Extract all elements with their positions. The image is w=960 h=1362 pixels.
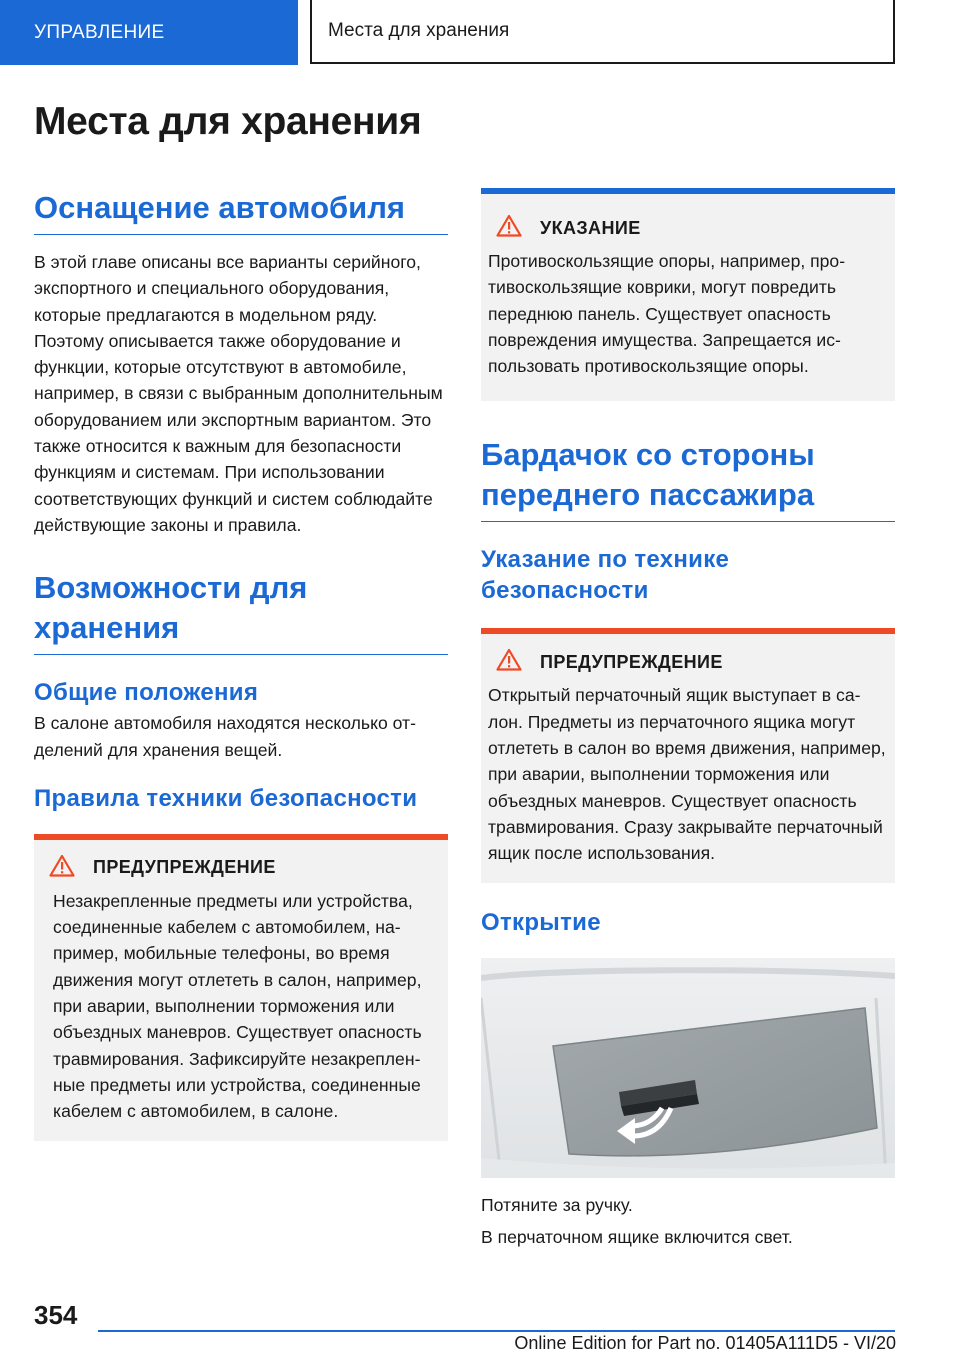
storage-options-heading: Возможности для хранения [34,568,448,655]
equipment-text: В этой главе описаны все варианты серийного, экспортного и специального оборудования, которые предлагаются в модельном ряду. Поэтому описывается также оборудование и функции, которые отсутствуют в автомобиле, например, в связи с выбранным дополнительным оборудованием или экспортным вариантом. Это также относится к важным для безопасности функциям и системам. При использовании соответствующих функций и систем соблюдайте действующие законы и правила. [34,252,443,535]
opening-heading: Открытие [481,908,601,936]
warning-box [34,834,448,1141]
note-label: УКАЗАНИЕ [540,217,641,238]
warning-triangle-icon [496,648,522,676]
general-text: В салоне автомобиля находятся несколько отделений для хранения вещей. [34,713,416,760]
note-triangle-icon [496,214,522,242]
section-breadcrumb: Места для хранения [310,0,895,64]
page-number: 354 [34,1300,78,1330]
footer-rule [98,1330,895,1332]
note-box [481,188,895,401]
opening-step-2: В перчаточном ящике включится свет. [481,1226,793,1247]
chapter-tab[interactable]: УПРАВЛЕНИЕ [0,0,298,65]
warning-label: ПРЕДУПРЕЖДЕНИЕ [93,857,276,878]
edition-info: Online Edition for Part no. 01405A111D5 - VI/20 [514,1333,896,1353]
equipment-heading: Оснащение автомобиля [34,188,448,235]
safety-note-heading: Указание по технике безопасности [481,546,730,605]
glovebox-warning-box [481,628,895,882]
glovebox-photo [481,958,895,1178]
warning-text: Незакрепленные предметы или устройства, соединенные кабелем с автомобилем, например, мобильные телефоны, во время движения могут отлететь в салон, например, при аварии, выполнении торможения или объездных маневров. Существует опасность травмирования. Зафиксируйте незакрепленные предметы или устройства, соединенные кабелем с автомобилем, в салоне. [53,890,422,1122]
page-title: Места для хранения [34,100,422,143]
glovebox-warning-label: ПРЕДУПРЕЖДЕНИЕ [540,651,723,672]
note-text: Противоскользящие опоры, например, противоскользящие коврики, могут повредить переднюю панель. Существует опасность повреждения имущества. Запрещается использовать противоскользящие опоры. [488,251,846,377]
opening-step-1: Потяните за ручку. [481,1194,633,1215]
glovebox-heading: Бардачок со стороны переднего пассажира [481,435,895,522]
safety-rules-heading: Правила техники безопасности [34,784,418,812]
right-column [481,188,895,1250]
left-column [34,188,448,1141]
general-heading: Общие положения [34,679,259,707]
glovebox-warning-text: Открытый перчаточный ящик выступает в салон. Предметы из перчаточного ящика могут отлететь в салон во время движения, например, при аварии, выполнении торможения или объездных маневров. Существует опасность травмирования. Сразу закрывайте перчаточный ящик после использования. [488,685,886,864]
warning-triangle-icon [49,854,75,882]
